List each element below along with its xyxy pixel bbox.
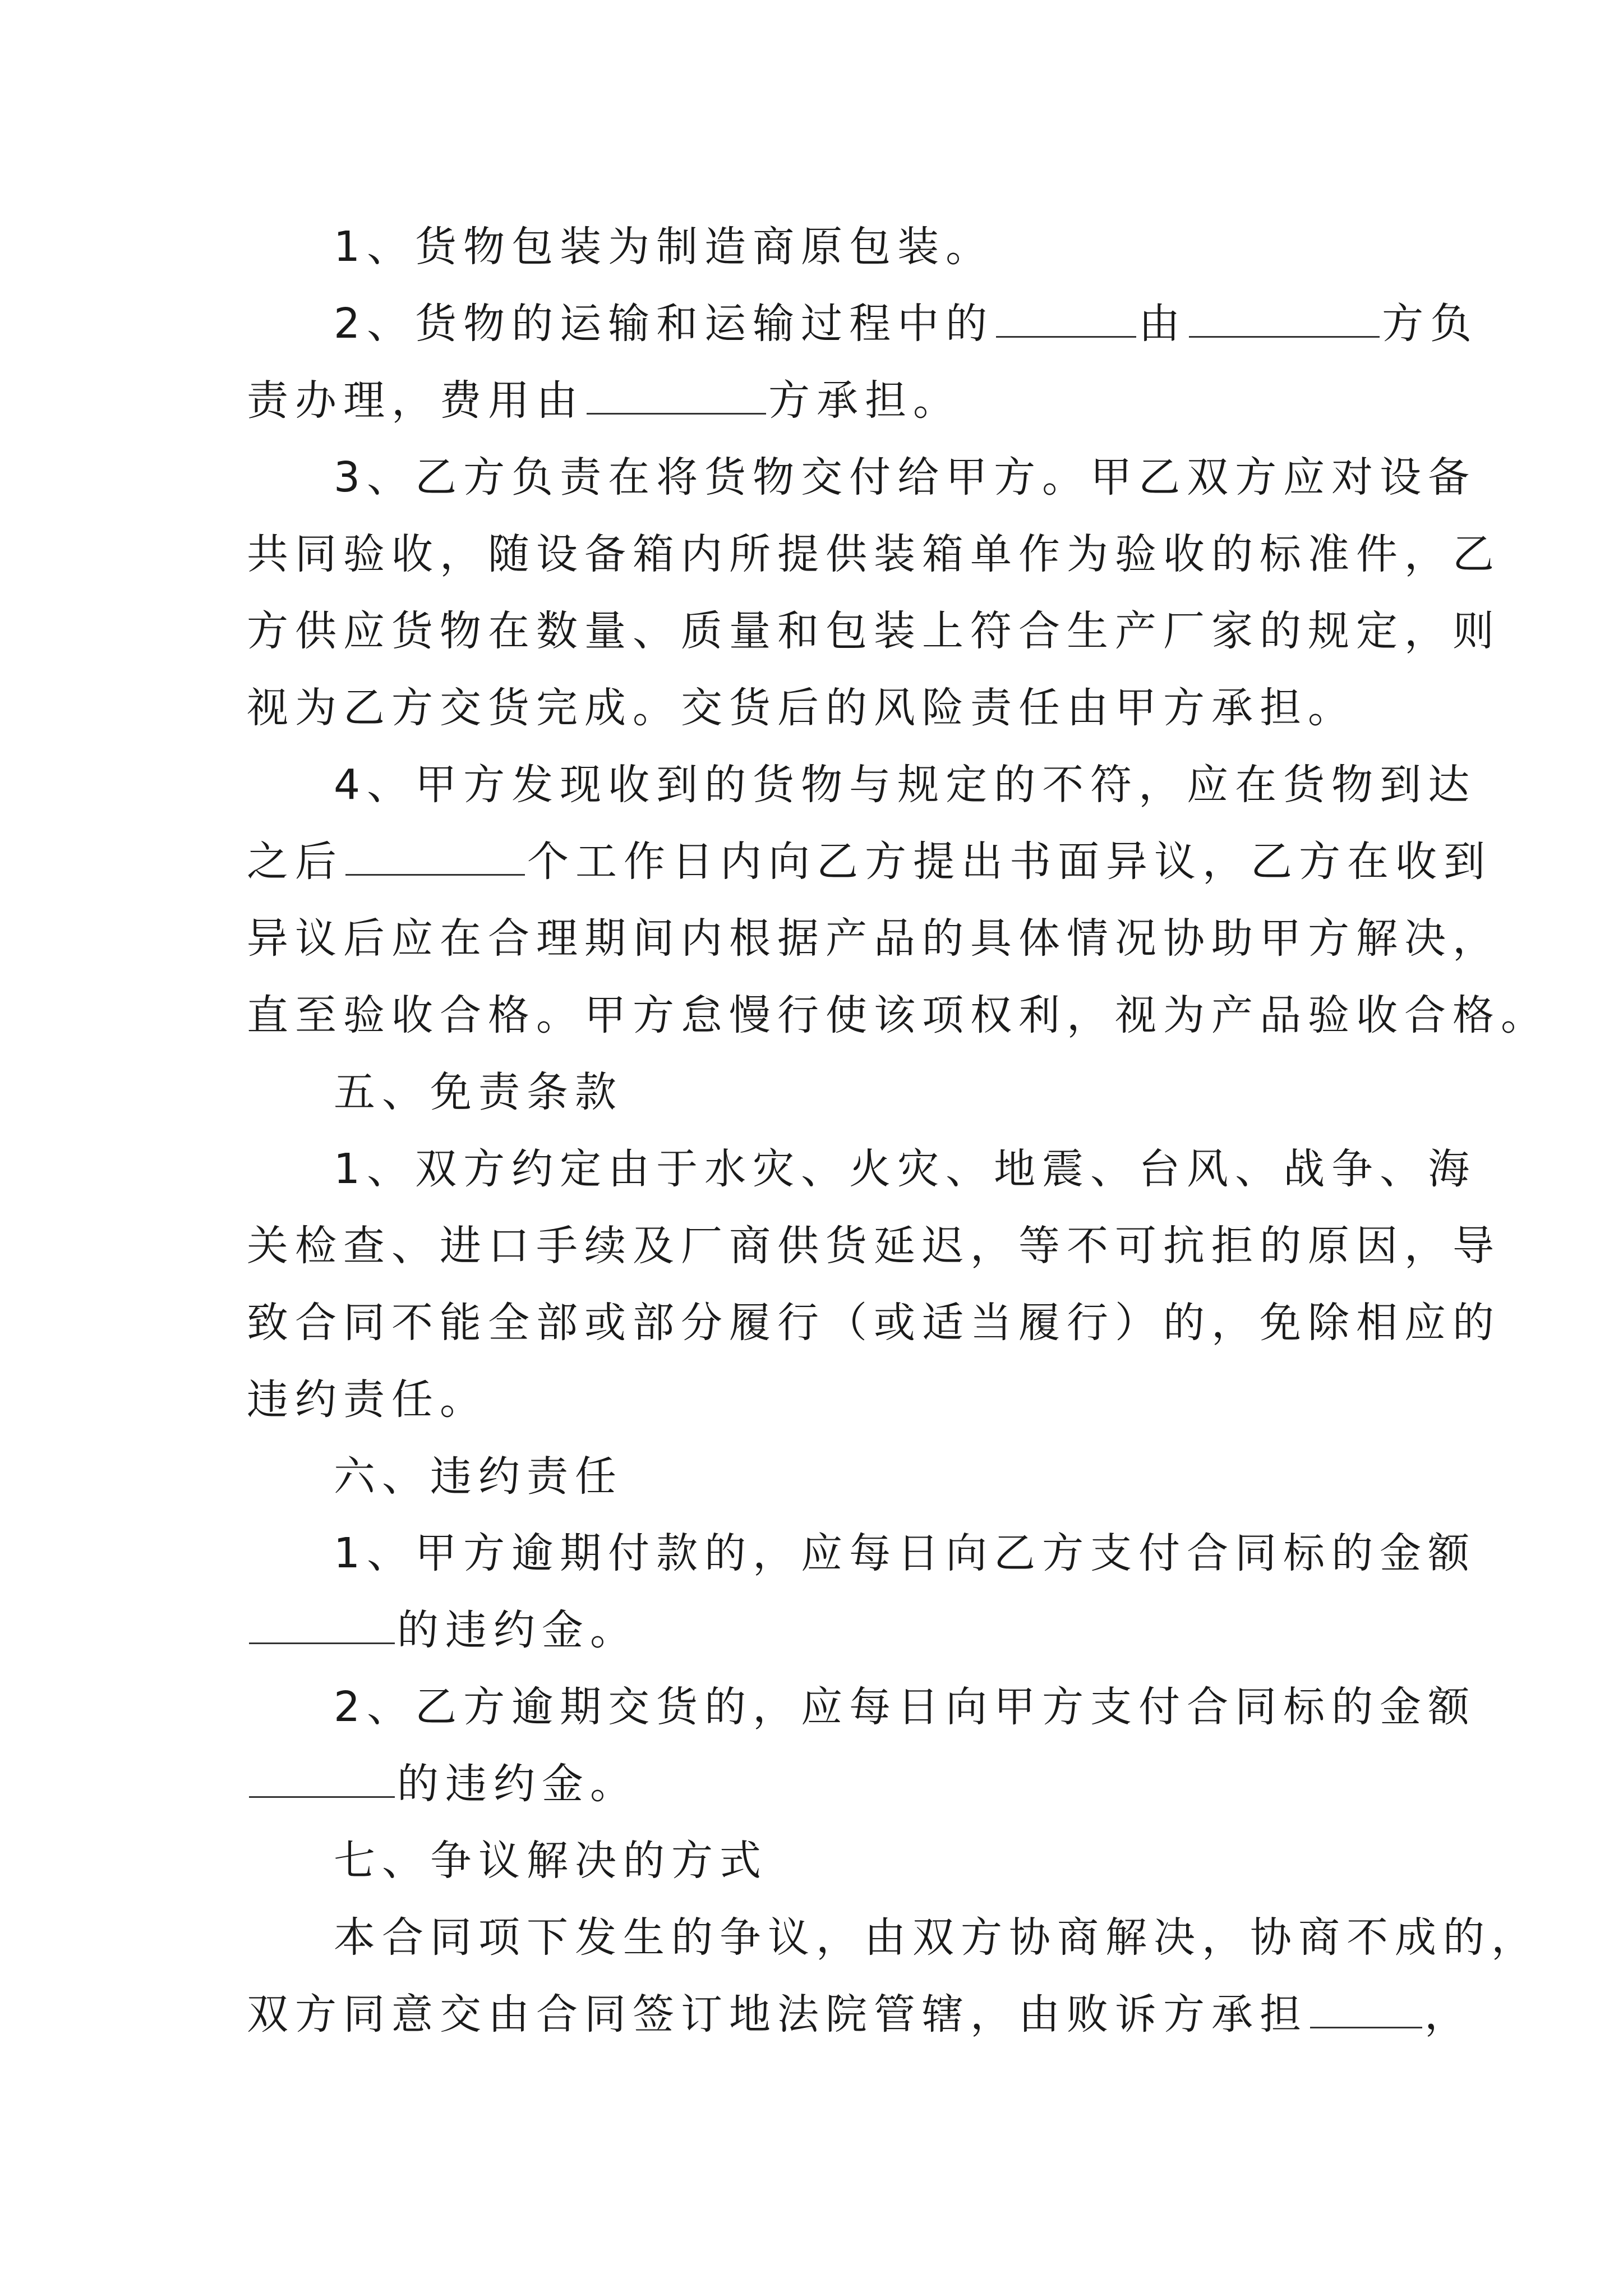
section-heading: 七、争议解决的方式 — [334, 1837, 768, 1885]
fill-blank — [1189, 302, 1380, 338]
paragraph-line: 违约责任。 — [247, 1375, 488, 1424]
fill-blank — [249, 1763, 395, 1798]
paragraph-line: 关检查、进口手续及厂商供货延迟，等不可抗拒的原因，导 — [247, 1222, 1501, 1270]
paragraph-line: 双方同意交由合同签订地法院管辖，由败诉方承担 ， — [247, 1990, 1473, 2039]
fill-blank — [345, 840, 525, 876]
paragraph-line: 的违约金。 — [247, 1592, 1396, 1669]
fill-blank — [587, 379, 766, 415]
paragraph-line: 1、货物包装为制造商原包装。 — [334, 223, 994, 271]
fill-blank — [1310, 1993, 1422, 2028]
paragraph-line: 的违约金。 — [247, 1746, 1396, 1823]
section-heading: 五、免责条款 — [334, 1068, 623, 1116]
section-heading: 六、违约责任 — [334, 1452, 623, 1501]
paragraph-line: 直至验收合格。甲方怠慢行使该项权利，视为产品验收合格。 — [247, 991, 1549, 1039]
paragraph-line: 1、双方约定由于水灾、火灾、地震、台风、战争、海 — [334, 1145, 1477, 1193]
paragraph-line: 共同验收，随设备箱内所提供装箱单作为验收的标准件，乙 — [247, 530, 1501, 578]
paragraph-line: 4、甲方发现收到的货物与规定的不符，应在货物到达 — [334, 761, 1477, 809]
paragraph-line: 1、甲方逾期付款的，应每日向乙方支付合同标的金额 — [334, 1529, 1477, 1577]
fill-blank — [249, 1609, 395, 1644]
paragraph-line: 方供应货物在数量、质量和包装上符合生产厂家的规定，则 — [247, 607, 1501, 655]
paragraph-line: 2、乙方逾期交货的，应每日向甲方支付合同标的金额 — [334, 1683, 1477, 1731]
fill-blank — [996, 302, 1136, 338]
paragraph-line: 致合同不能全部或部分履行（或适当履行）的，免除相应的 — [247, 1299, 1501, 1347]
paragraph-line: 本合同项下发生的争议，由双方协商解决，协商不成的， — [334, 1913, 1539, 1962]
paragraph-line: 视为乙方交货完成。交货后的风险责任由甲方承担。 — [247, 684, 1356, 732]
paragraph-line: 异议后应在合理期间内根据产品的具体情况协助甲方解决， — [247, 914, 1501, 963]
paragraph-line: 责办理，费用由 方承担。 — [247, 376, 961, 425]
paragraph-line: 3、乙方负责在将货物交付给甲方。甲乙双方应对设备 — [334, 453, 1477, 501]
document-page — [247, 209, 1549, 2053]
paragraph-line: 2、货物的运输和运输过程中的 由 方负 — [334, 300, 1479, 348]
paragraph-line: 之后 个工作日内向乙方提出书面异议，乙方在收到 — [247, 838, 1492, 886]
